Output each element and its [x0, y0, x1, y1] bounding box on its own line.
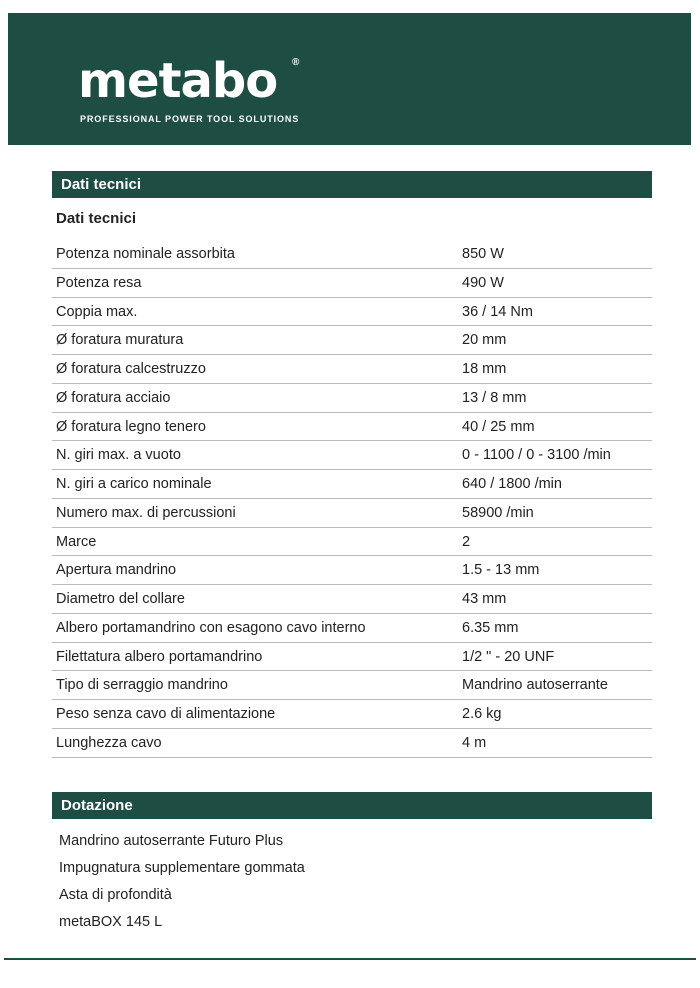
metabo-logo: metabo: [78, 53, 278, 109]
spec-label: Peso senza cavo di alimentazione: [56, 706, 276, 722]
tech-section-subtitle: Dati tecnici: [56, 210, 137, 227]
spec-value: 58900 /min: [462, 504, 534, 521]
spec-row: [52, 671, 652, 700]
spec-table: [52, 240, 652, 758]
registered-mark: ®: [292, 57, 300, 68]
spec-row: [52, 700, 652, 729]
spec-value: 850 W: [462, 246, 504, 262]
spec-value: 2.6 kg: [462, 706, 502, 722]
spec-value: 6.35 mm: [462, 619, 519, 636]
spec-row: [52, 355, 652, 384]
spec-label: Lunghezza cavo: [56, 734, 162, 751]
spec-label: Ø foratura calcestruzzo: [56, 361, 206, 377]
spec-row: [52, 441, 652, 470]
spec-row: [52, 614, 652, 643]
spec-value: 0 - 1100 / 0 - 3100 /min: [462, 447, 611, 464]
spec-value: 18 mm: [462, 361, 507, 377]
spec-label: Filettatura albero portamandrino: [56, 648, 263, 665]
spec-row: [52, 556, 652, 585]
spec-row: [52, 470, 652, 499]
spec-label: N. giri a carico nominale: [56, 476, 212, 492]
spec-row: [52, 585, 652, 614]
spec-label: Ø foratura muratura: [56, 332, 184, 349]
equipment-section-header: Dotazione: [52, 792, 652, 819]
spec-row: [52, 326, 652, 355]
equipment-item: metaBOX 145 L: [59, 914, 163, 930]
spec-label: N. giri max. a vuoto: [56, 447, 181, 464]
spec-label: Diametro del collare: [56, 591, 185, 607]
equipment-item: Asta di profondità: [59, 887, 172, 903]
spec-value: 20 mm: [462, 332, 507, 349]
spec-label: Ø foratura legno tenero: [56, 418, 206, 435]
spec-label: Tipo di serraggio mandrino: [56, 677, 228, 694]
brand-header: [8, 13, 691, 145]
spec-row: [52, 643, 652, 672]
spec-value: 1.5 - 13 mm: [462, 562, 540, 579]
spec-row: [52, 499, 652, 528]
spec-label: Ø foratura acciaio: [56, 389, 171, 406]
spec-value: 4 m: [462, 734, 487, 751]
spec-label: Marce: [56, 533, 97, 550]
spec-value: 490 W: [462, 274, 504, 291]
spec-label: Apertura mandrino: [56, 562, 177, 579]
spec-label: Numero max. di percussioni: [56, 504, 236, 521]
spec-row: [52, 298, 652, 327]
spec-label: Albero portamandrino con esagono cavo interno: [56, 619, 366, 636]
spec-row: [52, 729, 652, 758]
spec-label: Coppia max.: [56, 303, 138, 320]
spec-label: Potenza nominale assorbita: [56, 246, 235, 262]
spec-label: Potenza resa: [56, 274, 142, 291]
spec-value: Mandrino autoserrante: [462, 677, 608, 694]
spec-row: [52, 384, 652, 413]
spec-value: 13 / 8 mm: [462, 389, 527, 406]
spec-value: 1/2 " - 20 UNF: [462, 648, 555, 665]
spec-value: 43 mm: [462, 591, 507, 607]
footer-divider: [4, 958, 696, 960]
spec-value: 40 / 25 mm: [462, 418, 535, 435]
equipment-item: Mandrino autoserrante Futuro Plus: [59, 833, 284, 849]
brand-tagline: PROFESSIONAL POWER TOOL SOLUTIONS: [80, 114, 300, 124]
spec-row: [52, 528, 652, 557]
spec-row: [52, 413, 652, 442]
equipment-list: [59, 828, 305, 936]
tech-section-header: Dati tecnici: [52, 171, 652, 198]
equipment-item: Impugnatura supplementare gommata: [59, 860, 305, 876]
spec-value: 36 / 14 Nm: [462, 303, 533, 320]
spec-row: [52, 269, 652, 298]
spec-value: 2: [462, 533, 471, 550]
spec-value: 640 / 1800 /min: [462, 476, 562, 492]
spec-row: [52, 240, 652, 269]
